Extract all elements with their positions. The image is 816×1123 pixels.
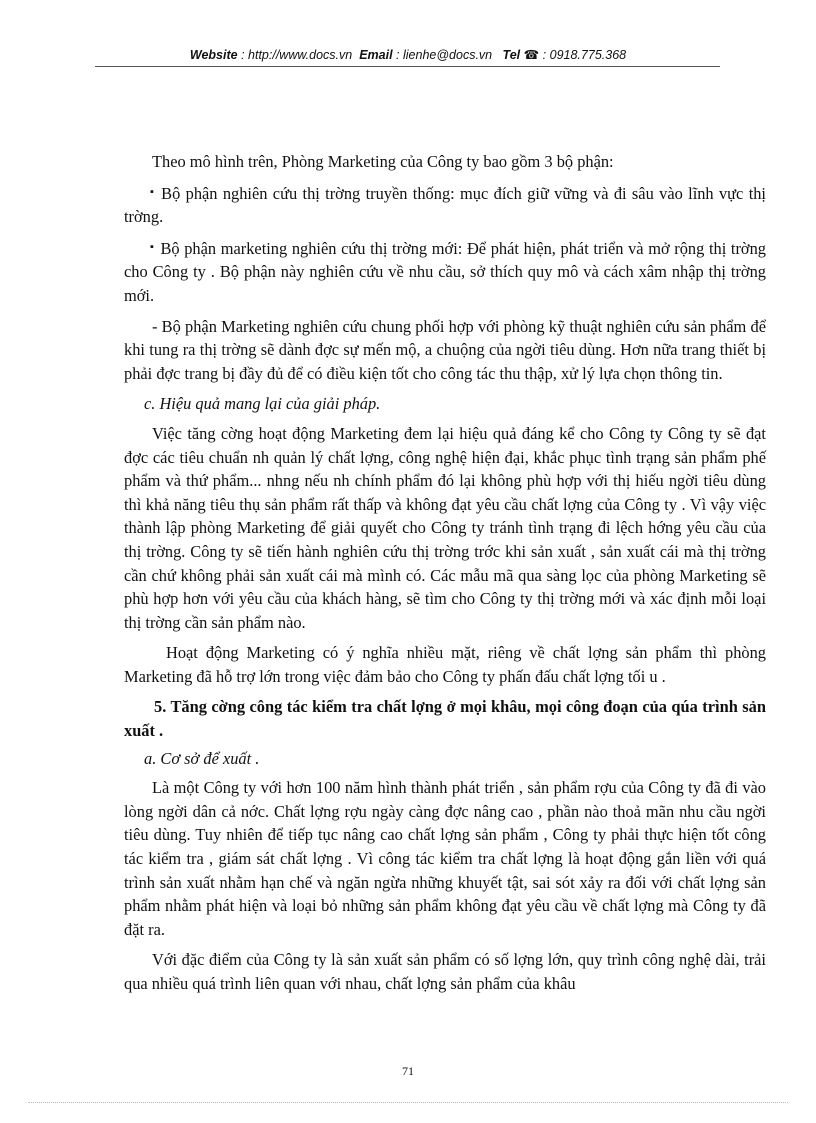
page-content	[124, 150, 766, 1003]
bullet-item-2-text: Bộ phận marketing nghiên cứu thị trờng mới: Để phát hiện, phát triển và mở rộng thị trờng cho Công ty . Bộ phận này nghiên cứu về nhu cầu, sở thích quy mô và cách xâm nhập thị trờng mới.	[124, 238, 766, 305]
dash-marker: ▪	[150, 185, 156, 198]
section-heading-5: 5. Tăng cờng công tác kiểm tra chất lợng ở mọi khâu, mọi công đoạn của qúa trình sản xuất .	[124, 697, 766, 741]
intro-paragraph: Theo mô hình trên, Phòng Marketing của Công ty bao gồm 3 bộ phận:	[152, 152, 614, 171]
page-header	[0, 47, 816, 62]
bullet-item-2	[124, 236, 766, 308]
dash-marker: ▪	[150, 240, 155, 253]
bullet-item-1-text: Bộ phận nghiên cứu thị trờng truyền thống: mục đích giữ vững và đi sâu vào lĩnh vực thị trờng.	[124, 183, 766, 227]
website-value: : http://www.docs.vn	[241, 48, 353, 62]
header-divider	[95, 66, 720, 67]
bottom-divider	[28, 1102, 788, 1103]
paragraph-c2: Hoạt động Marketing có ý nghĩa nhiều mặt, riêng về chất lợng sản phẩm thì phòng Marketing đã hỗ trợ lớn trong việc đảm bảo cho Công ty phấn đấu chất lợng tối u .	[124, 643, 766, 686]
paragraph-a2: Với đặc điểm của Công ty là sản xuất sản phẩm có số lợng lớn, quy trình công nghệ dài, trải qua nhiều quá trình liên quan với nhau, chất lợng sản phẩm của khâu	[124, 950, 766, 993]
bullet-item-1	[124, 181, 766, 229]
paragraph-c1: Việc tăng cờng hoạt động Marketing đem lại hiệu quả đáng kể cho Công ty Công ty sẽ đạt đợc các tiêu chuẩn nh quản lý chất lợng, công nghệ hiện đại, khắc phục tình trạng sản phẩm phế phẩm và thứ phẩm... nhng nếu nh chính phẩm đó lại không phù hợp với thị hiếu ngời tiêu dùng thì khả năng tiêu thụ sản phẩm rất thấp và không đạt yêu cầu chất lợng của Công ty . Vì vậy việc thành lập phòng Marketing để giải quyết cho Công ty tránh tình trạng đi lệch hớng yêu cầu của thị trờng. Công ty sẽ tiến hành nghiên cứu thị trờng trớc khi sản xuất , sản xuất cái mà thị trờng cần chứ không phải sản xuất cái mà mình có. Các mẫu mã qua sàng lọc của phòng Marketing sẽ phù hợp hơn với yêu cầu của khách hàng, sẽ tìm cho Công ty thị trờng mới và xác định mỗi loại thị trờng cần sản phẩm nào.	[124, 423, 766, 632]
page-number: 71	[402, 1064, 414, 1078]
tel-label: Tel	[502, 48, 521, 62]
tel-value: ☎ : 0918.775.368	[523, 48, 627, 62]
paragraph-a1: Là một Công ty với hơn 100 năm hình thành phát triển , sản phẩm rợu của Công ty đã đi vào lòng ngời dân cả nớc. Chất lợng rợu ngày càng đợc nâng cao , phần nào thoả mãn nhu cầu ngời tiêu dùng. Tuy nhiên để tiếp tục nâng cao chất lợng sản phẩm , Công ty phải thực hiện tốt công tác kiểm tra , giám sát chất lợng . Vì công tác kiểm tra chất lợng là hoạt động gắn liền với quá trình sản xuất nhằm hạn chế và ngăn ngừa những khuyết tật, sai sót xảy ra đối với chất lợng sản phẩm nhằm phát hiện và loại bỏ những sản phẩm không đạt yêu cầu về chất lợng mà Công ty đã đặt ra.	[124, 778, 766, 939]
website-label: Website	[189, 48, 238, 62]
email-label: Email	[359, 48, 393, 62]
subheading-a: a. Cơ sở để xuất .	[144, 748, 260, 768]
subheading-c: c. Hiệu quả mang lại của giải pháp.	[144, 394, 381, 414]
bullet-item-3: - Bộ phận Marketing nghiên cứu chung phối hợp với phòng kỹ thuật nghiên cứu sản phẩm để khi tung ra thị trờng sẽ dành đợc sự mến mộ, a chuộng của ngời tiêu dùng. Hơn nữa trang thiết bị phải đợc trang bị đầy đủ để có điều kiện tốt cho công tác thu thập, xử lý lựa chọn thông tin.	[124, 316, 766, 383]
email-value: : lienhe@docs.vn	[396, 48, 493, 62]
